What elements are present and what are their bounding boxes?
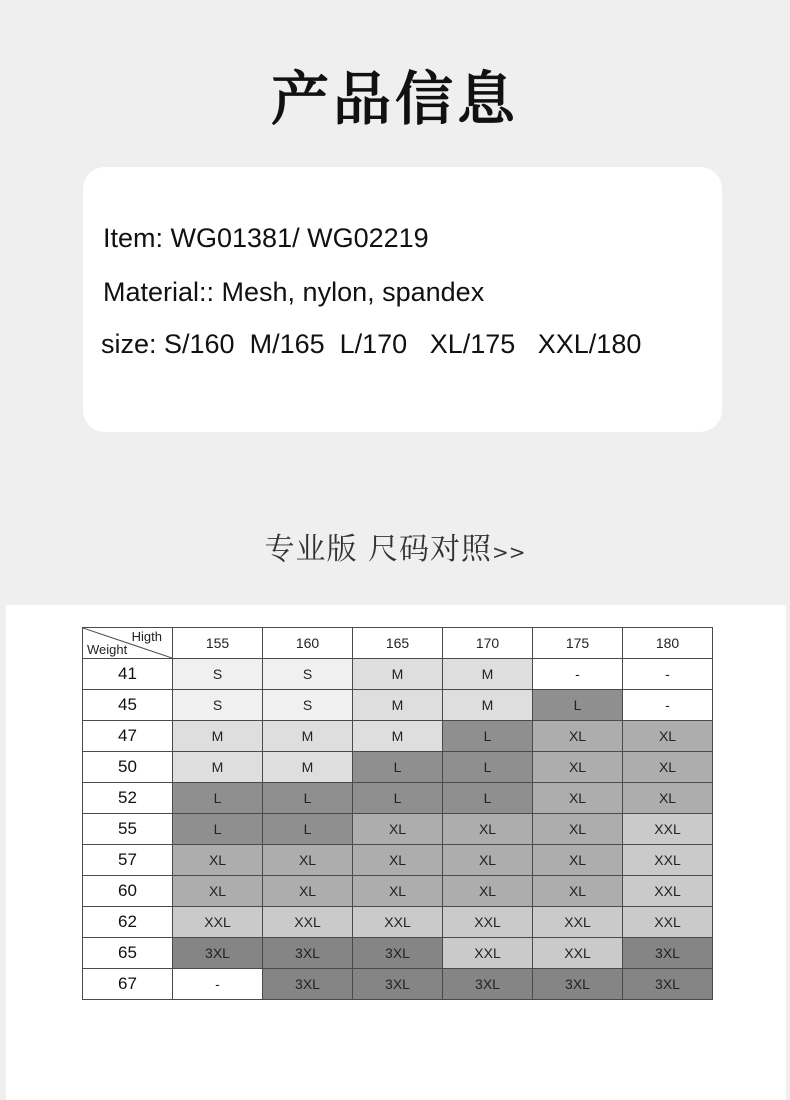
height-header-cell: 170	[443, 628, 533, 659]
size-cell: -	[533, 659, 623, 690]
size-cell: XL	[533, 814, 623, 845]
size-cell: M	[353, 690, 443, 721]
table-row	[83, 659, 713, 690]
size-cell: M	[443, 659, 533, 690]
size-cell: XXL	[623, 845, 713, 876]
table-row	[83, 752, 713, 783]
size-cell: 3XL	[353, 969, 443, 1000]
height-header-cell: 160	[263, 628, 353, 659]
table-row	[83, 938, 713, 969]
size-cell: XL	[623, 783, 713, 814]
size-cell: XXL	[443, 907, 533, 938]
size-cell: -	[173, 969, 263, 1000]
weight-cell: 55	[83, 814, 173, 845]
height-axis-label: Higth	[131, 629, 162, 644]
size-cell: XXL	[623, 907, 713, 938]
size-cell: 3XL	[623, 969, 713, 1000]
height-header-cell: 180	[623, 628, 713, 659]
size-cell: S	[263, 690, 353, 721]
size-cell: L	[173, 783, 263, 814]
size-cell: 3XL	[443, 969, 533, 1000]
table-row	[83, 907, 713, 938]
size-cell: XXL	[623, 876, 713, 907]
size-cell: L	[533, 690, 623, 721]
table-row	[83, 814, 713, 845]
table-row	[83, 845, 713, 876]
weight-cell: 60	[83, 876, 173, 907]
weight-cell: 57	[83, 845, 173, 876]
size-cell: XL	[623, 752, 713, 783]
size-cell: S	[173, 659, 263, 690]
size-cell: 3XL	[353, 938, 443, 969]
size-cell: M	[263, 752, 353, 783]
size-cell: XL	[353, 876, 443, 907]
size-cell: L	[353, 752, 443, 783]
item-number-text: Item: WG01381/ WG02219	[103, 223, 429, 253]
size-cell: XXL	[533, 907, 623, 938]
size-cell: XL	[353, 814, 443, 845]
size-cell: 3XL	[263, 938, 353, 969]
size-cell: XL	[443, 845, 533, 876]
size-cell: XXL	[173, 907, 263, 938]
size-cell: -	[623, 690, 713, 721]
weight-cell: 52	[83, 783, 173, 814]
size-cell: XL	[533, 721, 623, 752]
size-cell: XL	[263, 876, 353, 907]
weight-cell: 50	[83, 752, 173, 783]
weight-axis-label: Weight	[87, 642, 128, 657]
weight-cell: 62	[83, 907, 173, 938]
size-cell: XXL	[443, 938, 533, 969]
size-cell: XXL	[623, 814, 713, 845]
size-cell: M	[173, 752, 263, 783]
size-cell: XL	[443, 814, 533, 845]
size-cell: 3XL	[263, 969, 353, 1000]
weight-cell: 67	[83, 969, 173, 1000]
size-cell: -	[623, 659, 713, 690]
weight-cell: 47	[83, 721, 173, 752]
table-header-row	[83, 628, 713, 659]
table-row	[83, 969, 713, 1000]
size-list-text: size: S/160 M/165 L/170 XL/175 XXL/180	[101, 329, 642, 359]
size-chart-table	[82, 627, 713, 1000]
size-cell: M	[353, 721, 443, 752]
size-cell: L	[443, 721, 533, 752]
size-cell: L	[263, 814, 353, 845]
size-cell: XL	[623, 721, 713, 752]
height-header-cell: 175	[533, 628, 623, 659]
weight-cell: 41	[83, 659, 173, 690]
size-cell: M	[263, 721, 353, 752]
size-cell: L	[263, 783, 353, 814]
table-row	[83, 876, 713, 907]
table-row	[83, 783, 713, 814]
material-text: Material:: Mesh, nylon, spandex	[103, 277, 485, 307]
size-chart-heading-text: 专业版 尺码对照	[264, 532, 493, 567]
size-cell: XXL	[353, 907, 443, 938]
heading-arrows: >>	[492, 540, 526, 564]
size-cell: XL	[533, 752, 623, 783]
size-cell: S	[263, 659, 353, 690]
size-cell: XXL	[533, 938, 623, 969]
size-cell: 3XL	[533, 969, 623, 1000]
size-cell: S	[173, 690, 263, 721]
size-cell: L	[443, 783, 533, 814]
weight-cell: 45	[83, 690, 173, 721]
table-corner-cell	[83, 628, 173, 659]
page-title: 产品信息	[270, 65, 519, 133]
size-cell: 3XL	[623, 938, 713, 969]
size-cell: XL	[353, 845, 443, 876]
table-row	[83, 721, 713, 752]
size-cell: L	[353, 783, 443, 814]
size-chart-panel	[6, 605, 786, 1100]
size-cell: XL	[443, 876, 533, 907]
product-info-card	[83, 167, 722, 432]
size-cell: XL	[173, 845, 263, 876]
size-cell: XL	[533, 783, 623, 814]
size-cell: M	[173, 721, 263, 752]
size-cell: XL	[533, 876, 623, 907]
size-cell: 3XL	[173, 938, 263, 969]
size-chart-heading	[0, 524, 790, 568]
size-cell: XL	[173, 876, 263, 907]
size-cell: XXL	[263, 907, 353, 938]
size-cell: XL	[533, 845, 623, 876]
size-cell: L	[443, 752, 533, 783]
size-cell: M	[353, 659, 443, 690]
size-cell: XL	[263, 845, 353, 876]
table-row	[83, 690, 713, 721]
size-cell: L	[173, 814, 263, 845]
height-header-cell: 165	[353, 628, 443, 659]
size-cell: M	[443, 690, 533, 721]
height-header-cell: 155	[173, 628, 263, 659]
weight-cell: 65	[83, 938, 173, 969]
